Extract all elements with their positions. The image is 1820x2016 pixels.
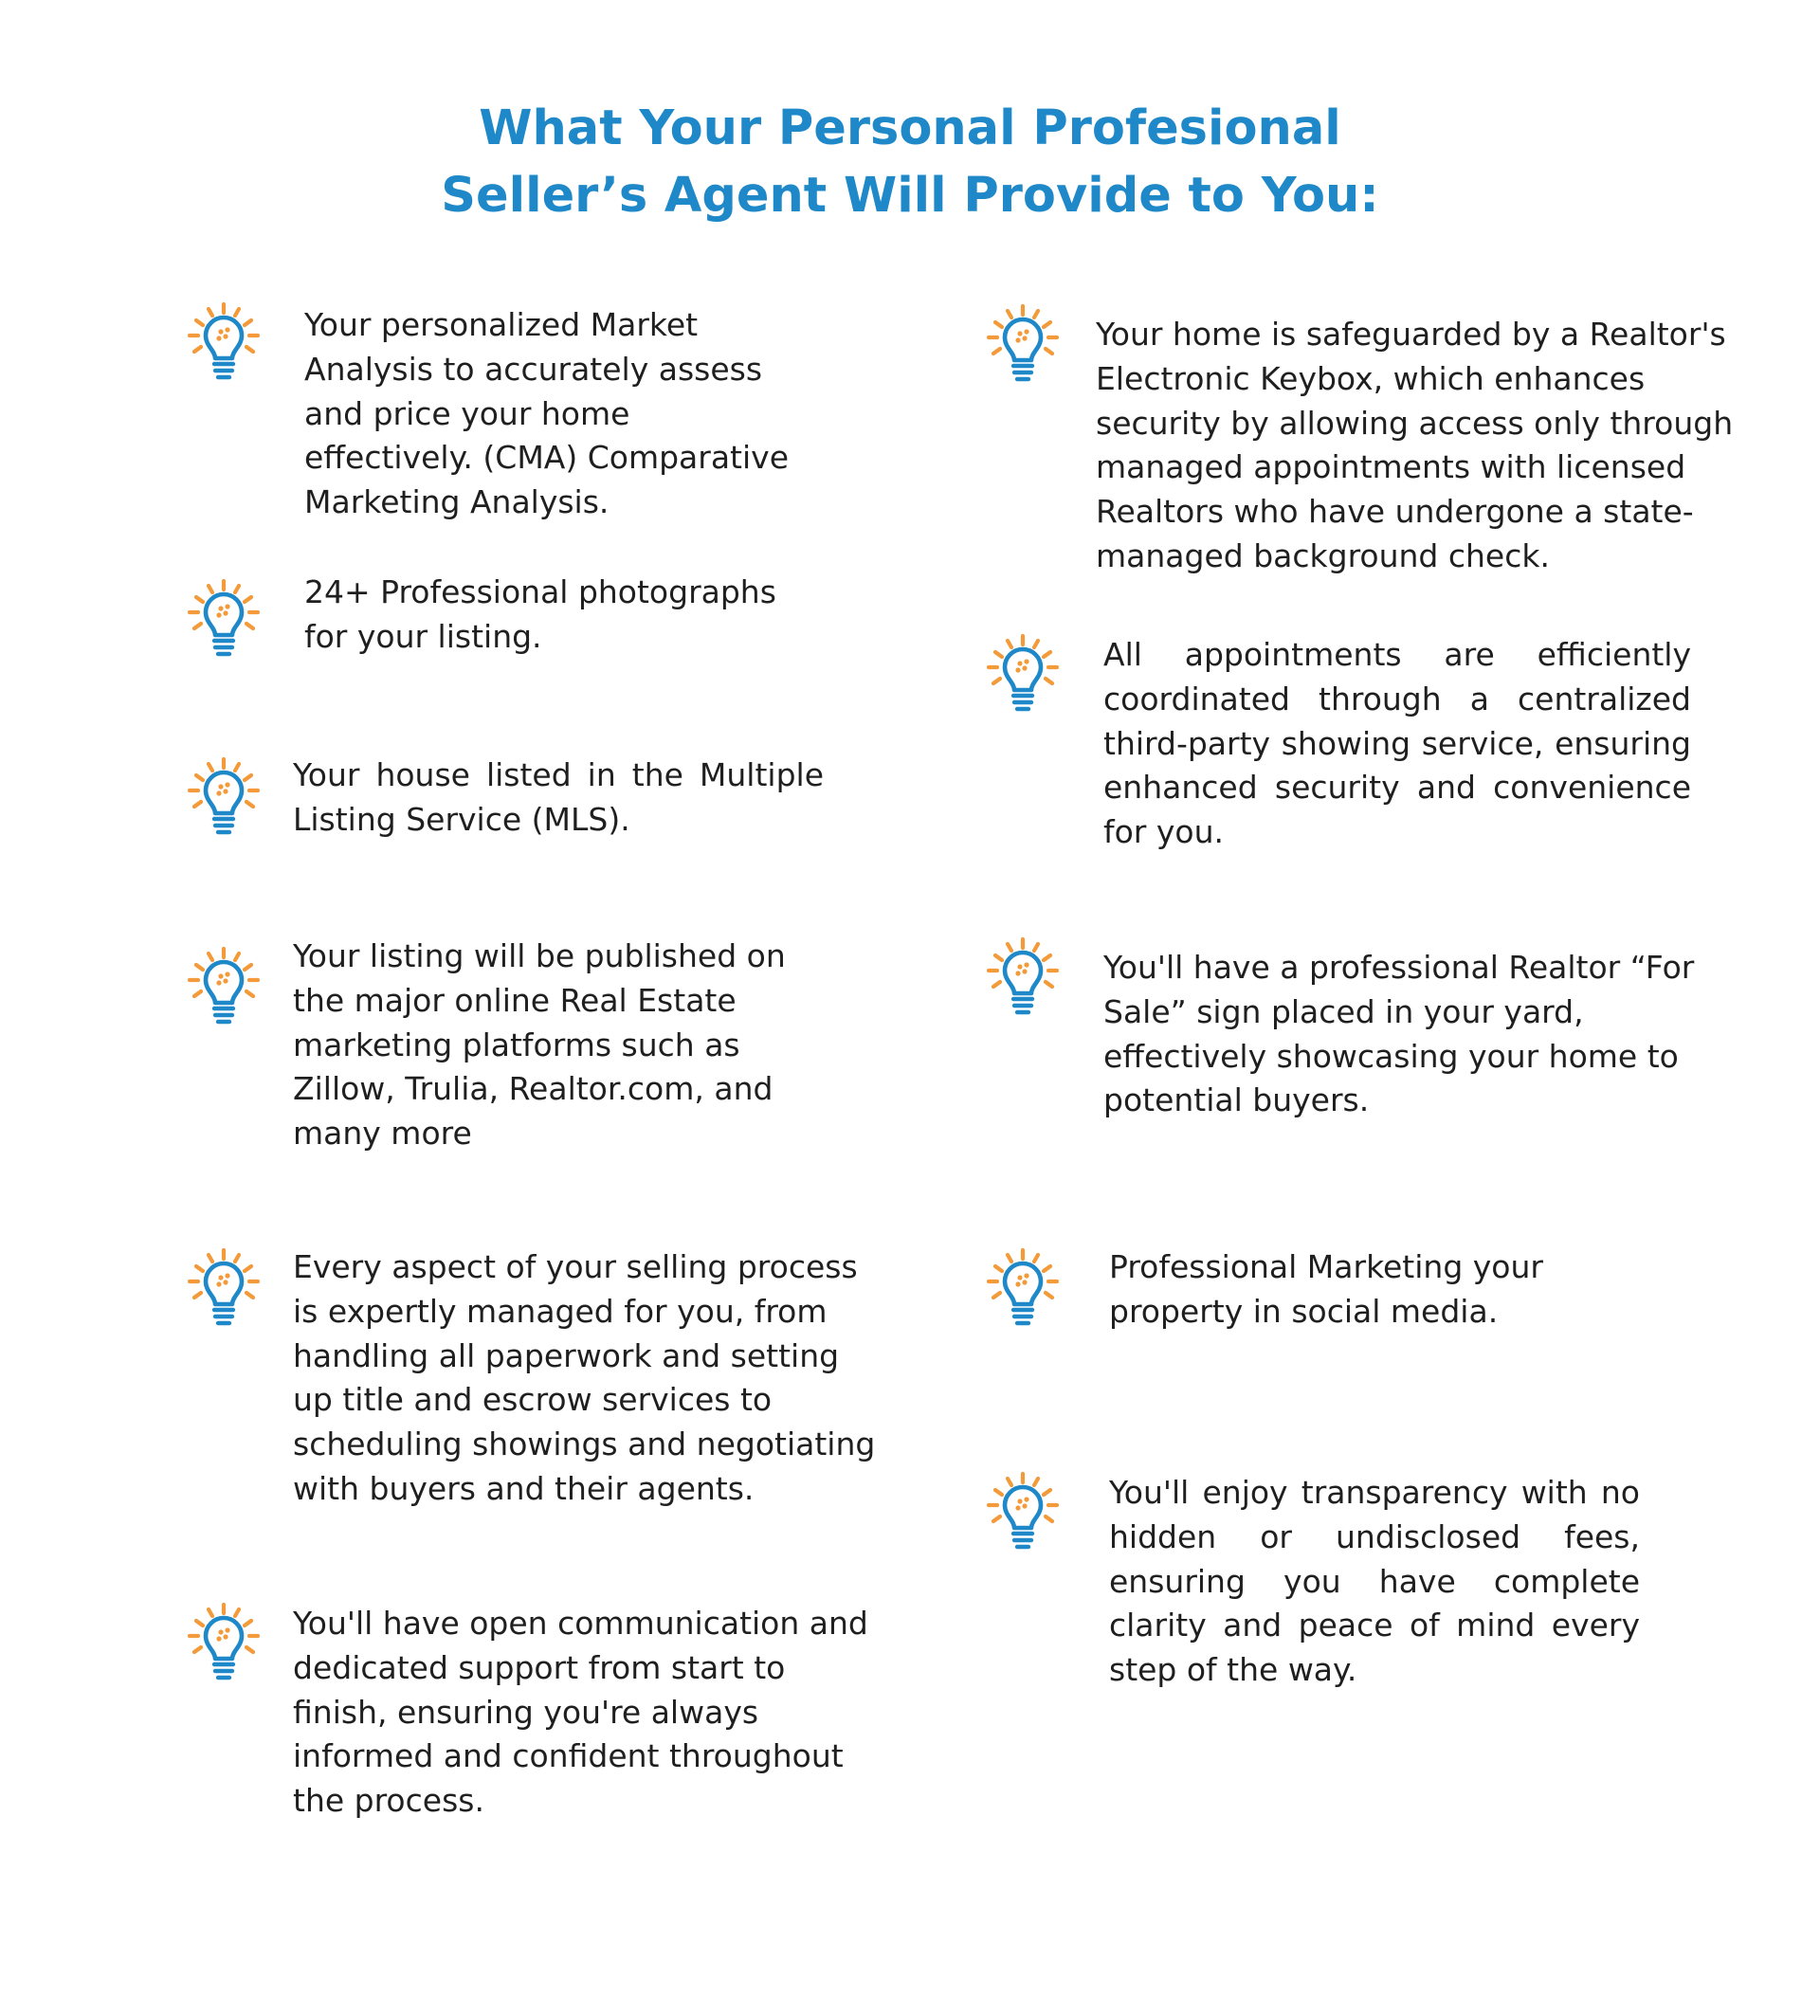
feature-text: 24+ Professional photographs for your listing. <box>304 573 776 655</box>
page-title <box>0 95 1820 229</box>
title-line-2: Seller’s Agent Will Provide to You: <box>441 168 1379 224</box>
feature-text: Your personalized Market Analysis to accurately assess and price your home effectively. (CMA) Comparative Marketing Analysis. <box>304 306 790 521</box>
lightbulb-icon <box>187 756 261 840</box>
lightbulb-icon <box>187 1247 261 1331</box>
lightbulb-icon <box>986 633 1060 717</box>
feature-text: Your home is safeguarded by a Realtor's Electronic Keybox, which enhances security by allowing access only through managed appointments with licensed Realtors who have undergone a state-managed background check. <box>1096 316 1734 574</box>
lightbulb-icon <box>187 1602 261 1685</box>
feature-text: You'll enjoy transparency with no hidden or undisclosed fees, ensuring you have complete clarity and peace of mind every step of the way. <box>1109 1474 1640 1689</box>
feature-text: You'll have a professional Realtor “For Sale” sign placed in your yard, effectively showcasing your home to potential buyers. <box>1103 949 1695 1119</box>
feature-text: You'll have open communication and dedicated support from start to finish, ensuring you're always informed and confident throughout the process. <box>293 1605 868 1820</box>
lightbulb-icon <box>986 1471 1060 1554</box>
feature-text: Professional Marketing your property in social media. <box>1109 1248 1543 1330</box>
lightbulb-icon <box>986 303 1060 387</box>
feature-text: Every aspect of your selling process is expertly managed for you, from handling all paperwork and setting up title and escrow services to scheduling showings and negotiating with buyers and their agents. <box>293 1248 876 1507</box>
lightbulb-icon <box>187 301 261 385</box>
feature-text: All appointments are efficiently coordinated through a centralized third-party showing service, ensuring enhanced security and convenience for you. <box>1103 636 1691 851</box>
lightbulb-icon <box>187 946 261 1029</box>
title-line-1: What Your Personal Profesional <box>479 100 1341 156</box>
lightbulb-icon <box>187 578 261 662</box>
lightbulb-icon <box>986 936 1060 1020</box>
lightbulb-icon <box>986 1247 1060 1331</box>
feature-text: Your house listed in the Multiple Listing Service (MLS). <box>293 756 824 838</box>
feature-text: Your listing will be published on the major online Real Estate marketing platforms such as Zillow, Trulia, Realtor.com, and many more <box>293 937 786 1153</box>
